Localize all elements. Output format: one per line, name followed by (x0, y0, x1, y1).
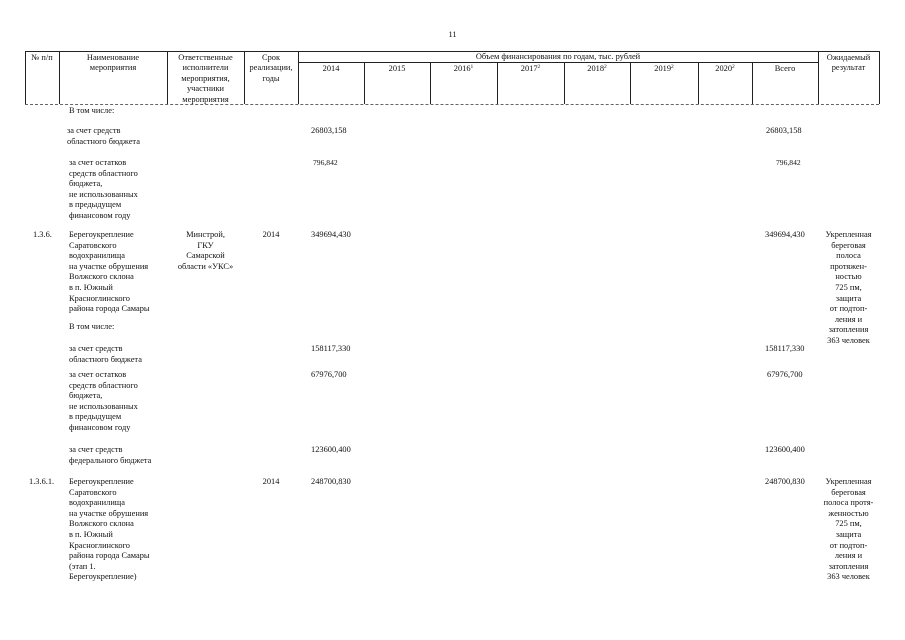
header-year: 2016$^1$ (453, 64, 474, 73)
row-name: Берегоукрепление Саратовского водохранилища на участке обрушения Волжского склона в п. Южный Красноглинского района города Самары (69, 230, 150, 314)
value-2014: 26803,158 (311, 126, 347, 135)
header-year: 2019$^2$ (654, 64, 674, 73)
row-name: В том числе: (69, 322, 115, 331)
value-total: 67976,700 (767, 370, 803, 379)
value-total: 123600,400 (765, 445, 805, 454)
header-year: 2020$^2$ (715, 64, 735, 73)
value-2014: 248700,830 (311, 477, 351, 486)
value-2014: 67976,700 (311, 370, 347, 379)
row-name: за счет остатков средств областного бюджета, не использованных в предыдущем финансовом году (69, 158, 138, 220)
value-2014: 796,842 (313, 158, 338, 167)
header-year: 2014 (322, 64, 340, 73)
header-financing: Объем финансирования по годам, тыс. рублей (475, 52, 641, 61)
row-term: 2014 (262, 230, 280, 239)
vline (879, 51, 880, 104)
value-total: 796,842 (776, 158, 801, 167)
header-responsible: Ответственные исполнители мероприятия, участники мероприятия (178, 53, 233, 104)
row-name: за счет средств областного бюджета (69, 344, 142, 364)
header-total: Всего (774, 64, 796, 73)
row-result: Укрепленная береговая полоса протяжен- ностью 725 пм, защита от подтоп- ления и затопления 363 человек (825, 230, 872, 345)
value-2014: 349694,430 (311, 230, 351, 239)
row-name: В том числе: (69, 106, 115, 115)
header-year: 2017$^2$ (520, 64, 541, 73)
row-responsible: Минстрой, ГКУ Самарской области «УКС» (177, 230, 234, 271)
header-number: № п/п (31, 53, 53, 62)
row-number: 1.3.6.1. (29, 477, 55, 486)
row-name: за счет средств областного бюджета (67, 126, 140, 146)
header-bottom-rule (25, 104, 879, 105)
value-total: 349694,430 (765, 230, 805, 239)
value-2014: 158117,330 (311, 344, 351, 353)
header-term: Срок реализации, годы (249, 53, 293, 83)
row-name: за счет остатков средств областного бюджета, не использованных в предыдущем финансовом году (69, 370, 138, 432)
row-name: за счет средств федерального бюджета (69, 445, 152, 465)
row-result: Укрепленная береговая полоса протя- женностью 725 пм, защита от подтоп- ления и затопления 363 человек (823, 477, 874, 582)
header-year: 2018$^2$ (587, 64, 607, 73)
row-name: Берегоукрепление Саратовского водохранилища на участке обрушения Волжского склона в п. Южный Красноглинского района города Самары (этап 1. Берегоукрепление) (69, 477, 150, 582)
header-year: 2015 (388, 64, 406, 73)
value-total: 248700,830 (765, 477, 805, 486)
page-number: 11 (448, 30, 457, 39)
value-total: 26803,158 (766, 126, 802, 135)
header-name: Наименование мероприятия (86, 53, 140, 73)
row-number: 1.3.6. (33, 230, 52, 239)
header-result: Ожидаемый результат (826, 53, 871, 73)
row-term: 2014 (262, 477, 280, 486)
value-2014: 123600,400 (311, 445, 351, 454)
value-total: 158117,330 (765, 344, 805, 353)
